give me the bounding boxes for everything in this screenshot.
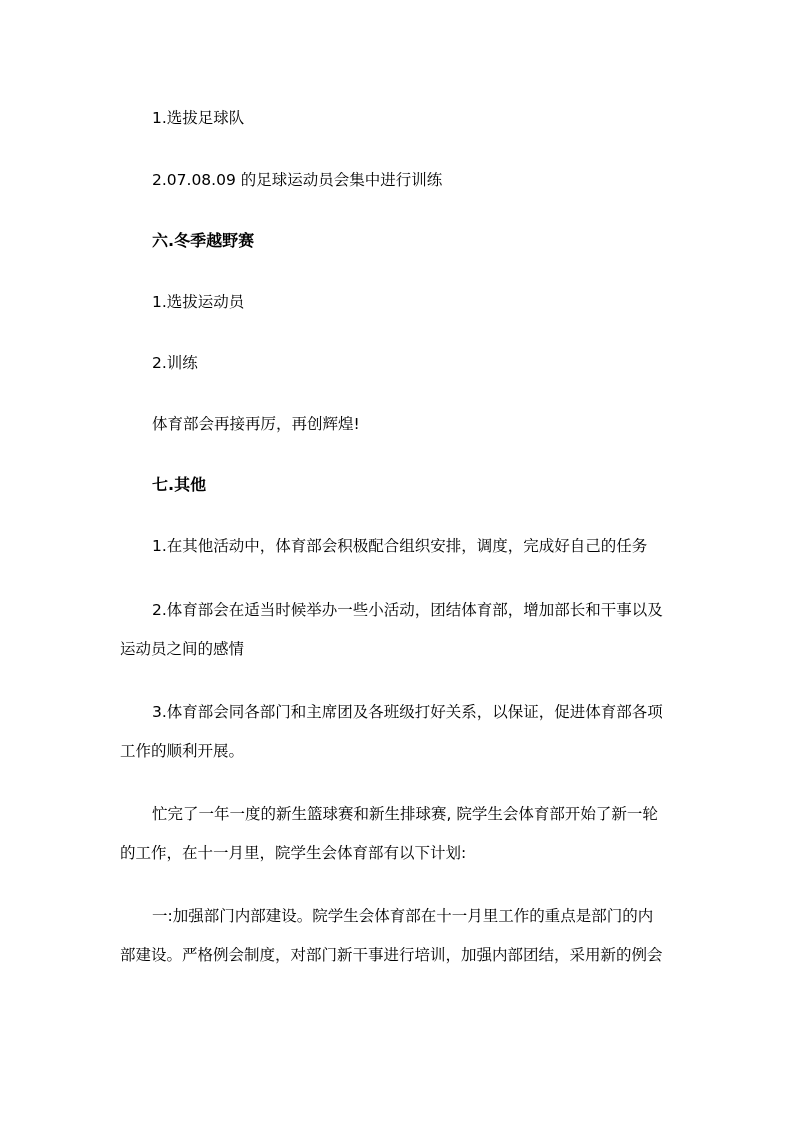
- list-item-training: 2.训练: [152, 354, 198, 372]
- list-item-football-training: 2.07.08.09 的足球运动员会集中进行训练: [152, 171, 443, 189]
- paragraph-november-intro-line1: 忙完了一年一度的新生篮球赛和新生排球赛, 院学生会体育部开始了新一轮: [152, 805, 658, 823]
- list-item-small-activities-line1: 2.体育部会在适当时候举办一些小活动，团结体育部，增加部长和干事以及: [152, 601, 663, 619]
- list-item-relationships-line1: 3.体育部会同各部门和主席团及各班级打好关系，以保证，促进体育部各项: [152, 703, 663, 721]
- section-heading-other: 七.其他: [152, 475, 207, 494]
- list-item-relationships-line2: 工作的顺利开展。: [120, 742, 245, 760]
- list-item-select-football-team: 1.选拔足球队: [152, 109, 245, 127]
- paragraph-internal-building-line2: 部建设。严格例会制度，对部门新干事进行培训，加强内部团结，采用新的例会: [120, 946, 663, 964]
- section-heading-winter-cross-country: 六.冬季越野赛: [152, 231, 255, 250]
- paragraph-internal-building-line1: 一:加强部门内部建设。院学生会体育部在十一月里工作的重点是部门的内: [152, 907, 654, 925]
- list-item-small-activities-line2: 运动员之间的感情: [120, 640, 245, 658]
- paragraph-november-intro-line2: 的工作，在十一月里，院学生会体育部有以下计划:: [120, 844, 467, 862]
- paragraph-closing-statement: 体育部会再接再厉，再创辉煌!: [152, 415, 360, 433]
- list-item-select-athletes: 1.选拔运动员: [152, 293, 245, 311]
- list-item-cooperate-activities: 1.在其他活动中，体育部会积极配合组织安排，调度，完成好自己的任务: [152, 537, 648, 555]
